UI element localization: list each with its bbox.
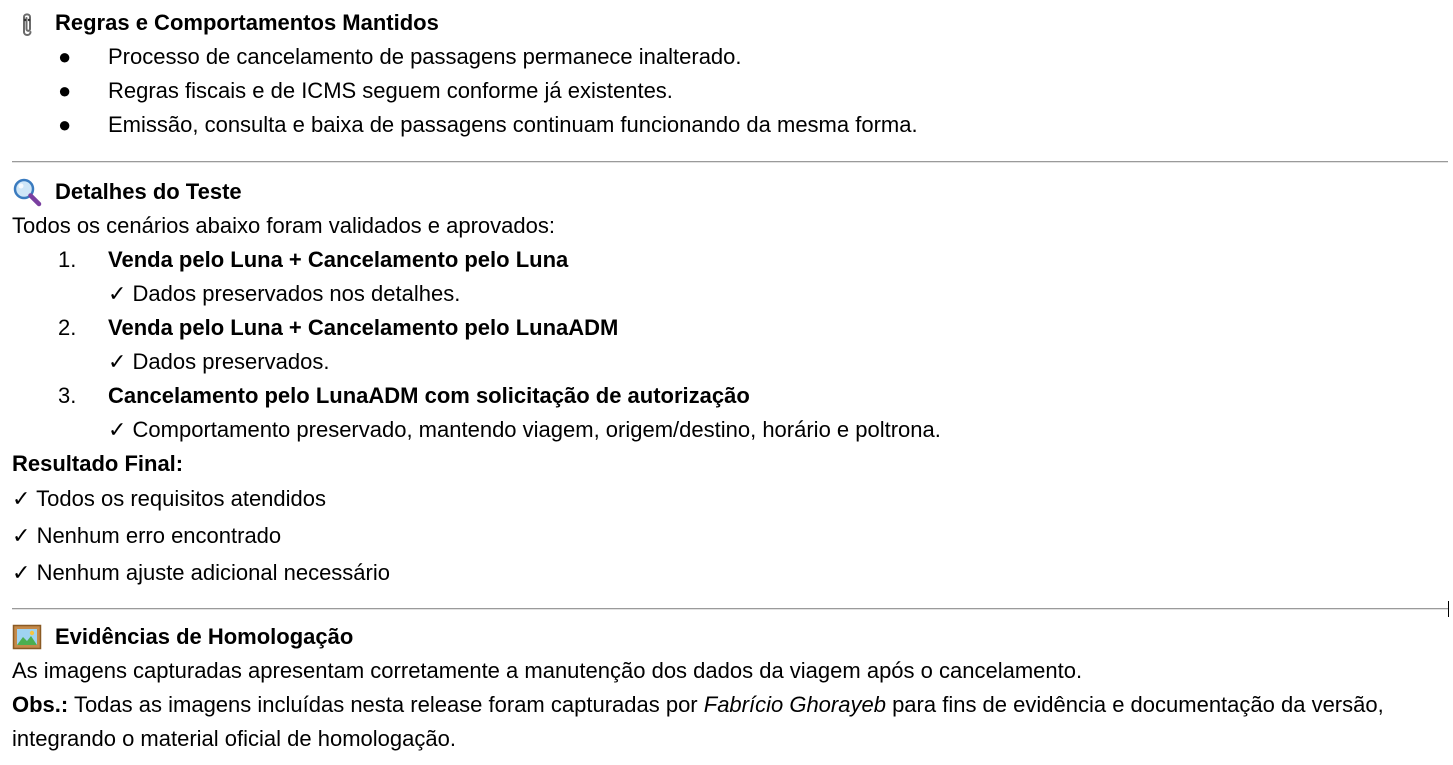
- list-item: [12, 74, 1448, 108]
- list-number: 1.: [58, 247, 77, 272]
- bullet-marker: ●: [58, 44, 72, 69]
- final-result-label: Resultado Final:: [12, 451, 184, 476]
- list-item: [12, 379, 1448, 413]
- document-page: [12, 6, 1448, 756]
- final-result-item: [12, 517, 1448, 554]
- scenario-title: Venda pelo Luna + Cancelamento pelo Luna: [108, 247, 569, 272]
- list-item: [12, 243, 1448, 277]
- check-icon: ✓: [12, 486, 31, 511]
- section-title: Evidências de Homologação: [55, 624, 354, 649]
- list-item: [12, 108, 1448, 142]
- final-result-item: [12, 554, 1448, 591]
- section-heading-evidence: [12, 620, 1448, 654]
- scenario-result: ✓ Dados preservados.: [108, 349, 330, 374]
- list-item: [12, 40, 1448, 74]
- list-item-text: Processo de cancelamento de passagens permanece inalterado.: [108, 44, 742, 69]
- horizontal-divider: [12, 608, 1448, 610]
- obs-text: Todas as imagens incluídas nesta release foram capturadas por: [68, 692, 704, 717]
- final-result-text: Todos os requisitos atendidos: [36, 486, 327, 511]
- final-result-text: Nenhum ajuste adicional necessário: [36, 560, 390, 585]
- final-result-item: [12, 481, 1448, 517]
- bullet-marker: ●: [58, 112, 72, 137]
- text-cursor: [1448, 601, 1449, 617]
- magnifier-icon: [12, 177, 42, 207]
- evidence-paragraph: As imagens capturadas apresentam corretamente a manutenção dos dados da viagem após o cancelamento.: [12, 658, 1083, 683]
- scenario-title: Cancelamento pelo LunaADM com solicitação de autorização: [108, 383, 750, 408]
- bullet-marker: ●: [58, 78, 72, 103]
- list-item: [12, 311, 1448, 345]
- section-title: Regras e Comportamentos Mantidos: [55, 10, 439, 35]
- list-number: 3.: [58, 383, 77, 408]
- scenario-result: ✓ Dados preservados nos detalhes.: [108, 281, 461, 306]
- paperclip-icon: [12, 8, 42, 38]
- framed-picture-icon: [12, 622, 42, 652]
- obs-paragraph: [12, 688, 1432, 756]
- spacer: [12, 163, 1448, 175]
- obs-author: Fabrício Ghorayeb: [703, 692, 886, 717]
- check-icon: ✓: [12, 560, 31, 585]
- final-result-text: Nenhum erro encontrado: [36, 523, 282, 548]
- spacer: [12, 142, 1448, 161]
- list-item-text: Regras fiscais e de ICMS seguem conforme já existentes.: [108, 78, 673, 103]
- scenario-title: Venda pelo Luna + Cancelamento pelo LunaADM: [108, 315, 619, 340]
- intro-text: Todos os cenários abaixo foram validados e aprovados:: [12, 213, 555, 238]
- section-heading-rules: [12, 6, 1448, 40]
- spacer: [12, 591, 1448, 608]
- list-item-text: Emissão, consulta e baixa de passagens continuam funcionando da mesma forma.: [108, 112, 918, 137]
- section-heading-test-details: [12, 175, 1448, 209]
- obs-label: Obs.:: [12, 692, 69, 717]
- section-title: Detalhes do Teste: [55, 179, 242, 204]
- check-icon: ✓: [12, 523, 31, 548]
- list-number: 2.: [58, 315, 77, 340]
- obs-text: para fins de evidência e documentação da versão, integrando o material oficial de homologação.: [12, 692, 1384, 751]
- scenario-result: ✓ Comportamento preservado, mantendo viagem, origem/destino, horário e poltrona.: [108, 417, 941, 442]
